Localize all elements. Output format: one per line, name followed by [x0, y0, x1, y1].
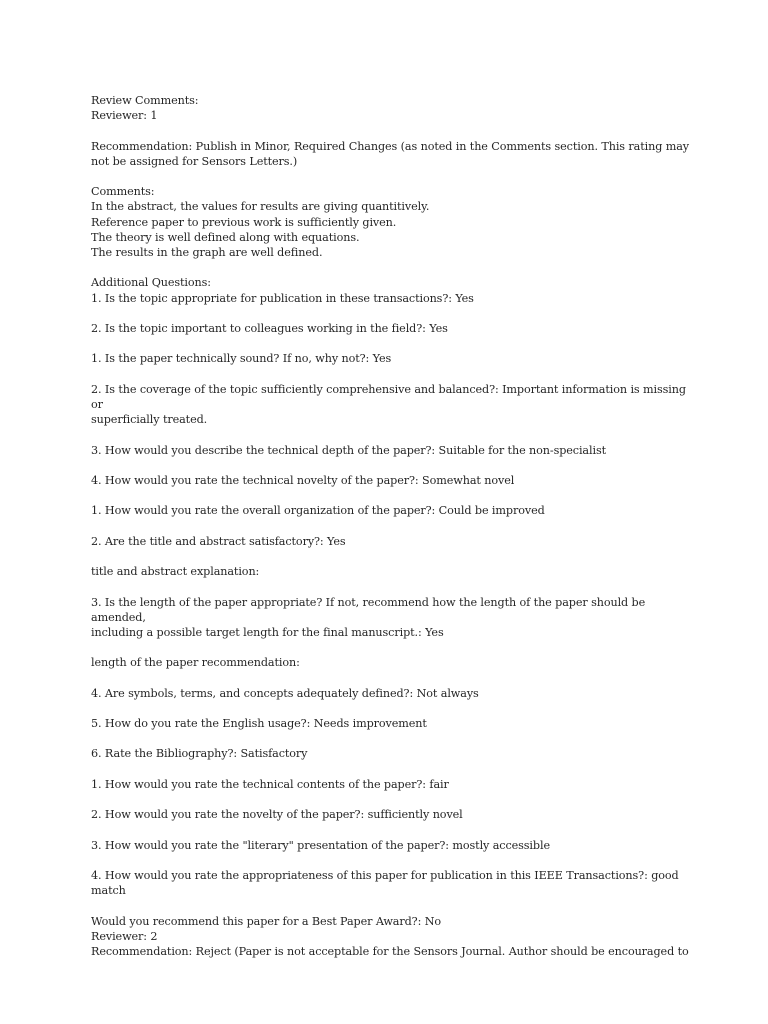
- text-line: 6. Rate the Bibliography?: Satisfactory: [91, 747, 308, 761]
- review-document: [91, 93, 691, 959]
- text-line: length of the paper recommendation:: [91, 656, 300, 670]
- text-line: Comments:: [91, 185, 155, 199]
- text-line: 1. How would you rate the overall organization of the paper?: Could be improved: [91, 504, 545, 518]
- text-line: 1. Is the topic appropriate for publication in these transactions?: Yes: [91, 291, 474, 305]
- text-line: 4. Are symbols, terms, and concepts adequately defined?: Not always: [91, 686, 479, 700]
- text-line: Recommendation: Reject (Paper is not acceptable for the Sensors Journal. Author should be encouraged to: [91, 945, 689, 959]
- text-line: 2. Is the coverage of the topic sufficiently comprehensive and balanced?: Important information is missing or: [91, 382, 690, 411]
- text-line: Reference paper to previous work is sufficiently given.: [91, 215, 397, 229]
- text-line: not be assigned for Sensors Letters.): [91, 154, 298, 168]
- text-paragraph: [91, 655, 691, 670]
- text-line: 5. How do you rate the English usage?: Needs improvement: [91, 717, 427, 731]
- text-line: 1. Is the paper technically sound? If no, why not?: Yes: [91, 352, 392, 366]
- text-paragraph: [91, 777, 691, 792]
- text-line: superficially treated.: [91, 413, 208, 427]
- text-line: The theory is well defined along with equations.: [91, 230, 360, 244]
- text-paragraph: [91, 746, 691, 761]
- text-paragraph: [91, 473, 691, 488]
- text-line: 1. How would you rate the technical contents of the paper?: fair: [91, 777, 449, 791]
- text-line: 2. How would you rate the novelty of the paper?: sufficiently novel: [91, 808, 463, 822]
- text-line: 3. How would you rate the "literary" presentation of the paper?: mostly accessible: [91, 838, 550, 852]
- text-paragraph: [91, 503, 691, 518]
- text-paragraph: [91, 443, 691, 458]
- text-paragraph: [91, 321, 691, 336]
- text-line: In the abstract, the values for results are giving quantitively.: [91, 200, 430, 214]
- text-paragraph: [91, 275, 691, 305]
- text-paragraph: [91, 595, 691, 641]
- text-line: 3. How would you describe the technical depth of the paper?: Suitable for the non-specialist: [91, 443, 606, 457]
- text-paragraph: [91, 868, 691, 898]
- text-line: 2. Are the title and abstract satisfactory?: Yes: [91, 534, 346, 548]
- text-paragraph: [91, 382, 691, 428]
- text-paragraph: [91, 93, 691, 123]
- text-paragraph: [91, 351, 691, 366]
- text-line: The results in the graph are well defined.: [91, 246, 323, 259]
- text-line: Recommendation: Publish in Minor, Required Changes (as noted in the Comments section. This rating may: [91, 139, 690, 153]
- text-paragraph: [91, 807, 691, 822]
- text-line: match: [91, 884, 126, 898]
- text-paragraph: [91, 716, 691, 731]
- text-line: Reviewer: 2: [91, 929, 158, 943]
- text-paragraph: [91, 686, 691, 701]
- text-paragraph: [91, 564, 691, 579]
- text-line: 3. Is the length of the paper appropriate? If not, recommend how the length of the paper should be amended,: [91, 595, 649, 624]
- text-line: Review Comments:: [91, 94, 199, 107]
- text-line: 2. Is the topic important to colleagues working in the field?: Yes: [91, 321, 448, 335]
- text-paragraph: [91, 534, 691, 549]
- text-line: 4. How would you rate the technical novelty of the paper?: Somewhat novel: [91, 473, 515, 487]
- text-line: Reviewer: 1: [91, 109, 158, 123]
- text-line: Would you recommend this paper for a Best Paper Award?: No: [91, 914, 442, 928]
- text-line: 4. How would you rate the appropriateness of this paper for publication in this IEEE Transactions?: good: [91, 869, 679, 883]
- text-paragraph: [91, 838, 691, 853]
- text-line: title and abstract explanation:: [91, 565, 260, 579]
- text-paragraph: [91, 139, 691, 169]
- text-line: Additional Questions:: [91, 276, 211, 290]
- text-paragraph: [91, 914, 691, 960]
- text-line: including a possible target length for the final manuscript.: Yes: [91, 625, 444, 639]
- text-paragraph: [91, 184, 691, 260]
